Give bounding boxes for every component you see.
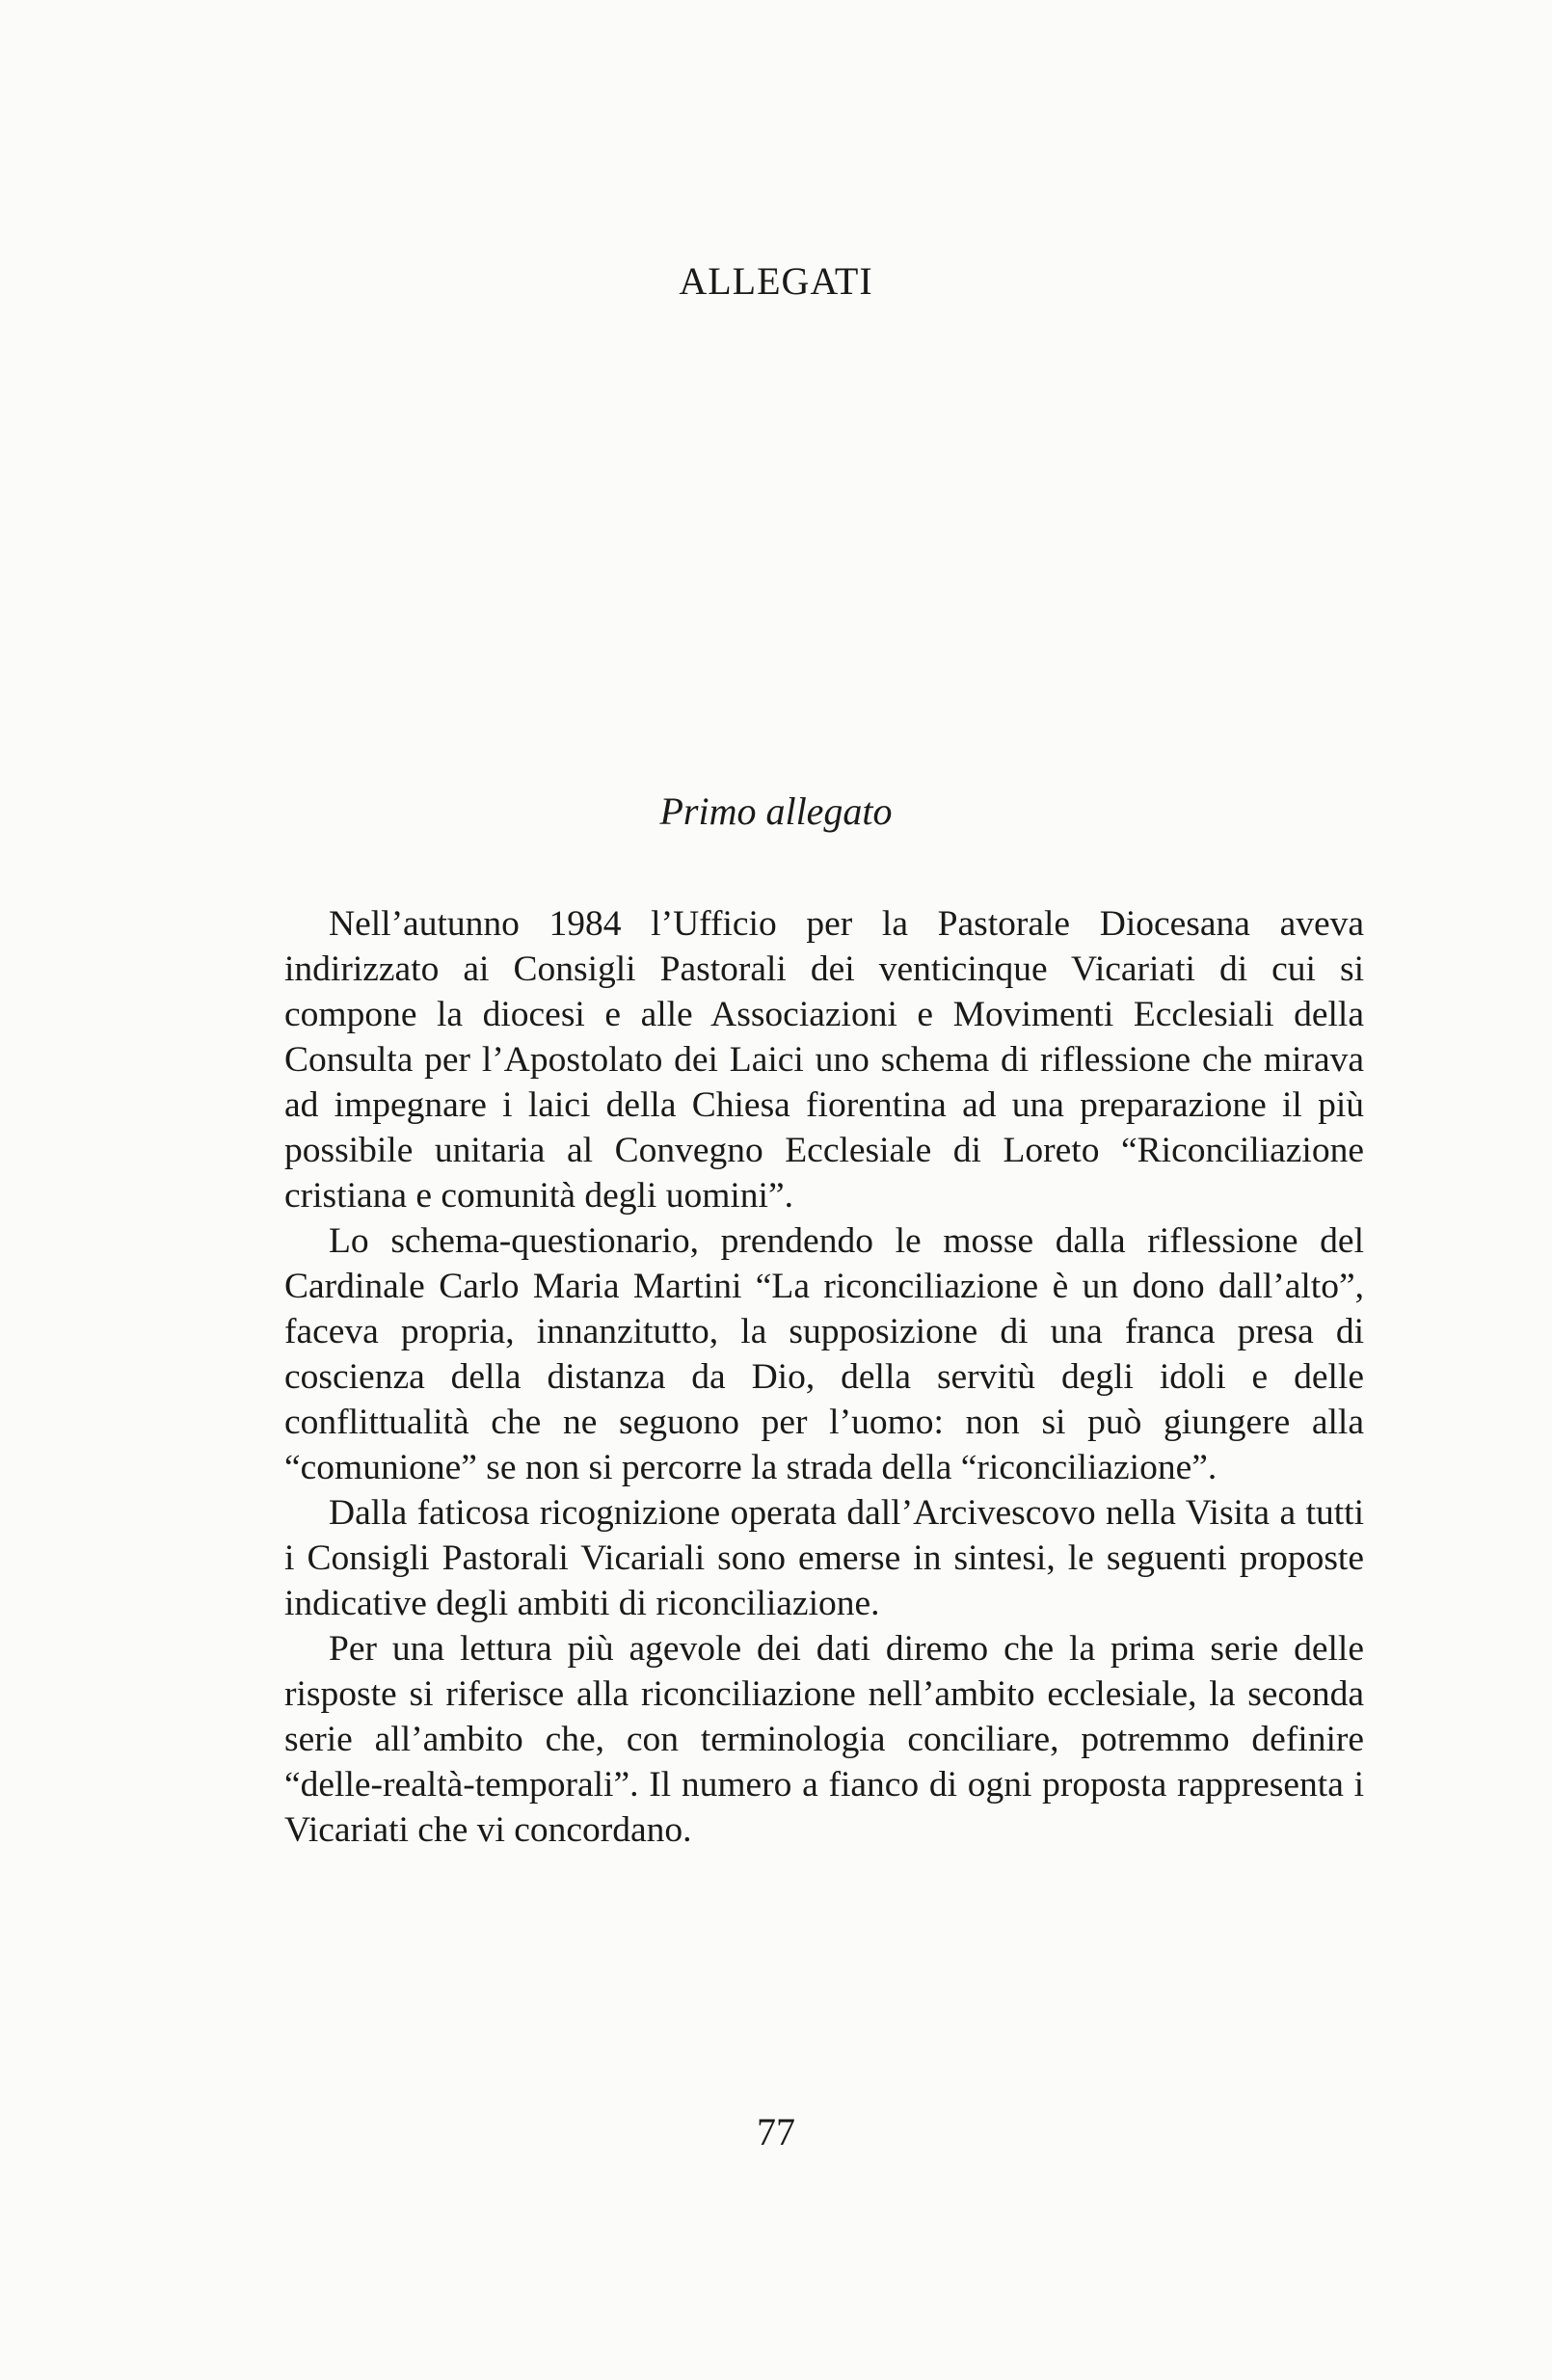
paragraph: Dalla faticosa ricognizione operata dall’Arcivescovo nella Visita a tutti i Consigli Pastorali Vicariali sono emerse in sintesi, le seguenti proposte indicative degli ambiti di riconciliazione. bbox=[284, 1493, 1364, 1623]
section-title: ALLEGATI bbox=[679, 259, 873, 303]
paragraph: Lo schema-questionario, prendendo le mosse dalla riflessione del Cardinale Carlo Maria Martini “La riconciliazione è un dono dall’alto”, faceva propria, innanzitutto, la supposizione di una franca presa di coscienza della distanza da Dio, della servitù degli idoli e delle conflittualità che ne seguono per l’uomo: non si può giungere alla “comunione” se non si percorre la strada della “riconciliazione”. bbox=[284, 1221, 1364, 1487]
paragraph: Per una lettura più agevole dei dati diremo che la prima serie delle risposte si riferisce alla riconciliazione nell’ambito ecclesiale, la seconda serie all’ambito che, con terminologia conciliare, potremmo definire “delle-realtà-temporali”. Il numero a fianco di ogni proposta rappresenta i Vicariati che vi concordano. bbox=[284, 1629, 1364, 1850]
subtitle: Primo allegato bbox=[659, 789, 893, 833]
body-text bbox=[284, 901, 1364, 1853]
page-number: 77 bbox=[757, 2110, 795, 2153]
paragraph: Nell’autunno 1984 l’Ufficio per la Pastorale Diocesana aveva indirizzato ai Consigli Pastorali dei venticinque Vicariati di cui si compone la diocesi e alle Associazioni e Movimenti Ecclesiali della Consulta per l’Apostolato dei Laici uno schema di riflessione che mirava ad impegnare i laici della Chiesa fiorentina ad una preparazione il più possibile unitaria al Convegno Ecclesiale di Loreto “Riconciliazione cristiana e comunità degli uomini”. bbox=[284, 904, 1364, 1216]
